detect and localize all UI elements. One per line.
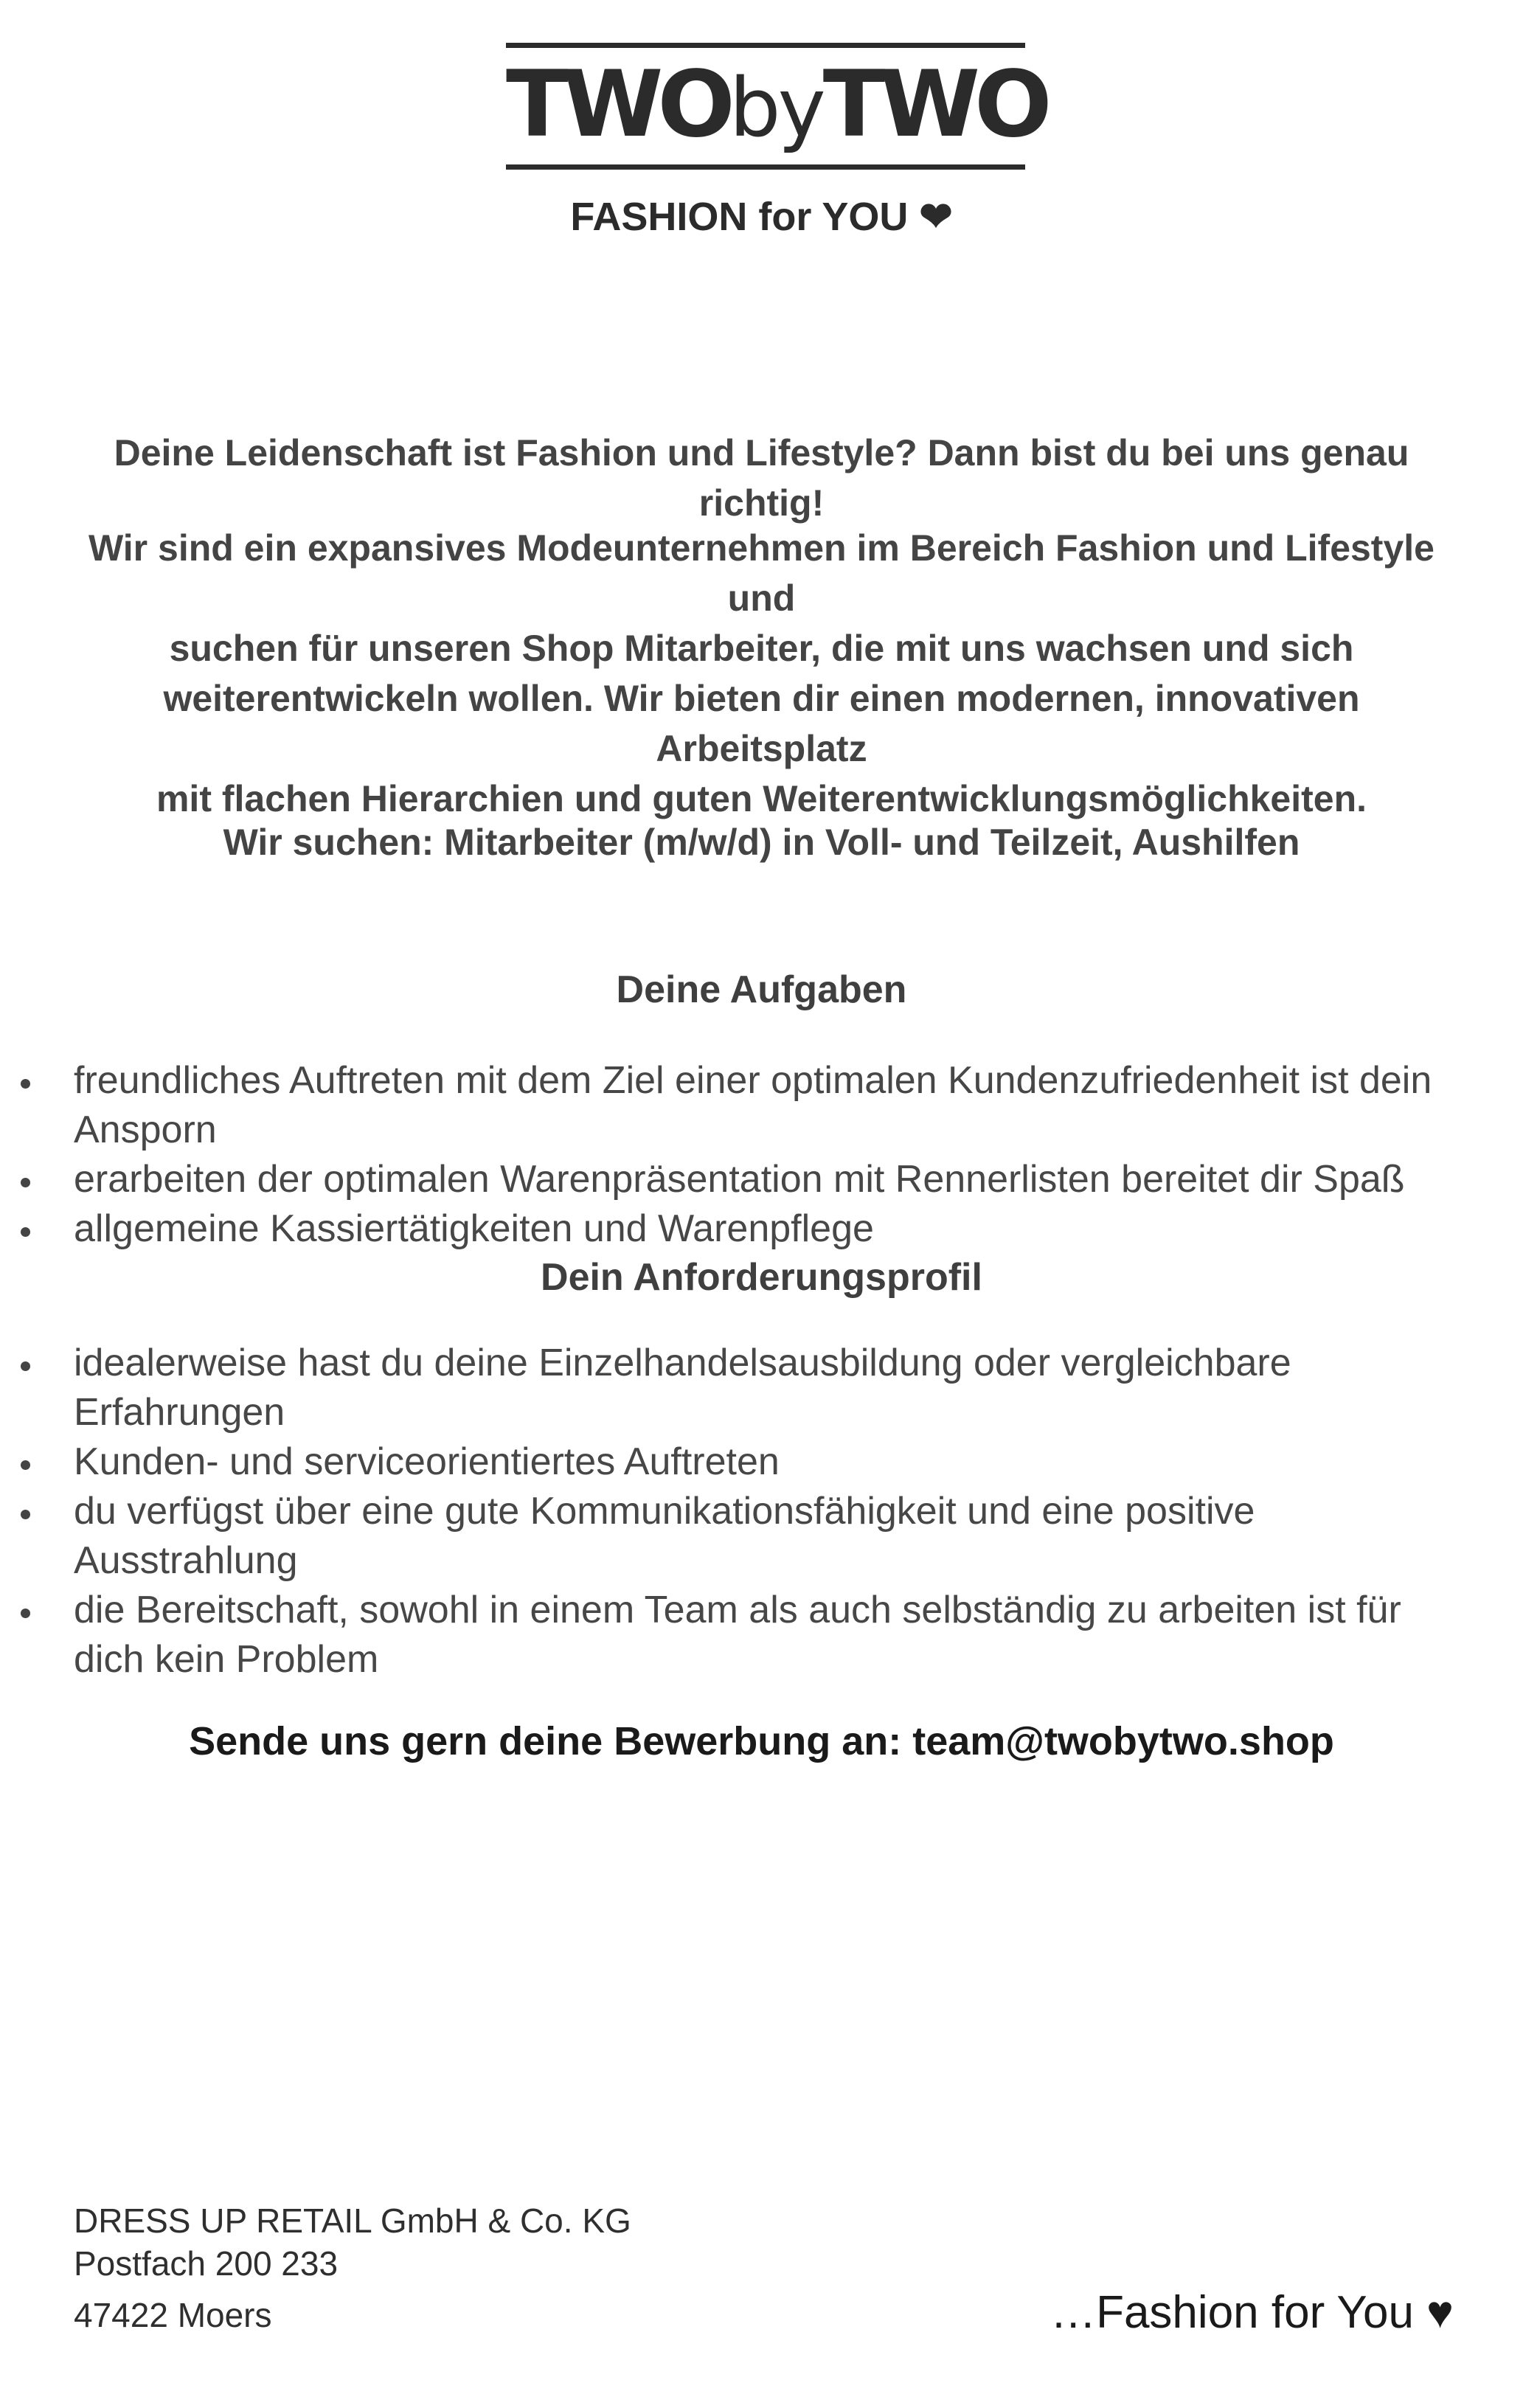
company-name: DRESS UP RETAIL GmbH & Co. KG [74, 2201, 631, 2240]
bullet-icon [21, 1178, 30, 1187]
logo-word-mid: by [729, 60, 823, 155]
bullet-icon [21, 1227, 30, 1237]
list-item-text: freundliches Auftreten mit dem Ziel einer optimalen Kundenzufriedenheit ist dein Ansporn [74, 1059, 1432, 1151]
intro-headline: Deine Leidenschaft ist Fashion und Lifestyle? Dann bist du bei uns genau richtig! [114, 432, 1409, 524]
list-item-text: idealerweise hast du deine Einzelhandelsausbildung oder vergleichbare Erfahrungen [74, 1342, 1291, 1434]
list-item [0, 1586, 1468, 1684]
intro-paragraph-line: Wir sind ein expansives Modeunternehmen im Bereich Fashion und Lifestyle und [89, 527, 1434, 619]
list-item [0, 1155, 1468, 1204]
bullet-icon [21, 1609, 30, 1618]
logo-word-right: TWO [822, 52, 1047, 158]
list-item-text: allgemeine Kassiertätigkeiten und Warenpflege [74, 1207, 874, 1250]
list-item [0, 1339, 1468, 1437]
bullet-icon [21, 1079, 30, 1089]
intro-paragraph-line: mit flachen Hierarchien und guten Weiterentwicklungsmöglichkeiten. [156, 778, 1367, 819]
tasks-heading: Deine Aufgaben [616, 968, 907, 1011]
list-item [0, 1056, 1468, 1155]
city-line: 47422 Moers [74, 2296, 272, 2334]
list-item-text: erarbeiten der optimalen Warenpräsentation mit Rennerlisten bereitet dir Spaß [74, 1158, 1405, 1201]
list-item [0, 1487, 1468, 1586]
logo-bottom-rule [506, 164, 1025, 170]
list-item-text: du verfügst über eine gute Kommunikationsfähigkeit und eine positive Ausstrahlung [74, 1490, 1255, 1582]
application-cta: Sende uns gern deine Bewerbung an: team@twobytwo.shop [189, 1719, 1334, 1763]
job-search-line: Wir suchen: Mitarbeiter (m/w/d) in Voll- und Teilzeit, Aushilfen [223, 822, 1300, 863]
heart-icon: ❤ [919, 195, 953, 239]
bullet-icon [21, 1510, 30, 1519]
po-box: Postfach 200 233 [74, 2244, 339, 2283]
list-item-text: die Bereitschaft, sowohl in einem Team als auch selbständig zu arbeiten ist für dich kein Problem [74, 1589, 1401, 1681]
requirements-heading: Dein Anforderungsprofil [541, 1256, 982, 1299]
logo-top-rule [506, 43, 1025, 48]
tagline-text: FASHION for YOU [570, 195, 909, 239]
requirements-list [0, 1339, 1468, 1684]
intro-paragraph-line: suchen für unseren Shop Mitarbeiter, die mit uns wachsen und sich [169, 628, 1354, 669]
intro-paragraph [59, 523, 1464, 824]
logo-wordmark [506, 52, 1047, 159]
company-address [74, 2199, 631, 2336]
bullet-icon [21, 1460, 30, 1470]
footer-slogan: …Fashion for You ♥ [1050, 2287, 1454, 2338]
brand-logo [506, 43, 1047, 168]
tagline [0, 193, 1523, 240]
intro-paragraph-line: weiterentwickeln wollen. Wir bieten dir einen modernen, innovativen Arbeitsplatz [163, 678, 1360, 769]
list-item [0, 1204, 1468, 1254]
logo-word-left: TWO [506, 52, 729, 158]
tasks-list [0, 1056, 1468, 1254]
list-item [0, 1437, 1468, 1487]
bullet-icon [21, 1361, 30, 1371]
list-item-text: Kunden- und serviceorientiertes Auftreten [74, 1440, 780, 1483]
